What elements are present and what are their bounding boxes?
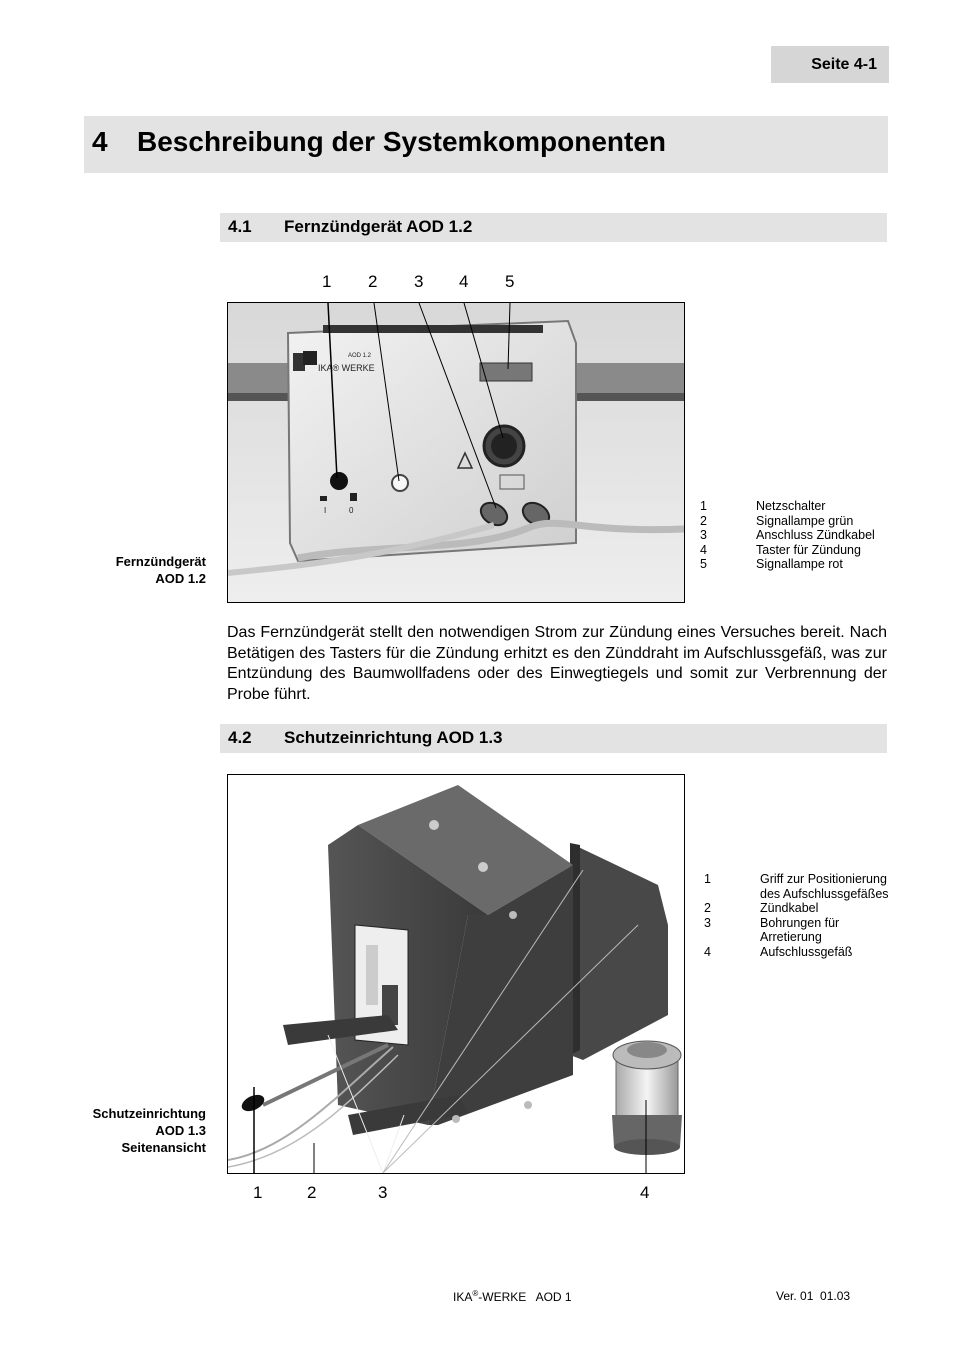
callout-number: 5 xyxy=(505,272,515,291)
legend-item: 1 Griff zur Positionierung xyxy=(704,872,887,886)
legend-item: 3 Anschluss Zündkabel xyxy=(700,528,875,543)
legend-item: 5 Signallampe rot xyxy=(700,557,843,572)
switch-on-label: I xyxy=(324,506,327,515)
section-heading-4-1 xyxy=(220,213,887,242)
legend-item: 4 Aufschlussgefäß xyxy=(704,944,853,959)
callout-number: 3 xyxy=(414,272,424,291)
caption-line: Seitenansicht xyxy=(121,1140,206,1155)
photo-protective-device xyxy=(227,774,685,1174)
section-title: Fernzündgerät AOD 1.2 xyxy=(284,217,473,236)
caption-line: Schutzeinrichtung xyxy=(92,1106,206,1121)
legend-item: des Aufschlussgefäßes xyxy=(760,886,889,901)
protective-device-illustration xyxy=(228,775,684,1173)
device-model-label: AOD 1.2 xyxy=(348,353,372,359)
photo-remote-igniter xyxy=(227,302,685,603)
callout-number: 4 xyxy=(459,272,469,291)
chapter-heading xyxy=(84,116,888,173)
callout-number: 4 xyxy=(640,1183,650,1202)
legend-item: 2 Signallampe grün xyxy=(700,513,854,528)
switch-off-label: 0 xyxy=(349,506,354,515)
legend-item: Arretierung xyxy=(760,930,822,945)
section-number: 4.2 xyxy=(228,728,252,747)
chapter-number: 4 xyxy=(92,126,108,157)
footer-version: Ver. 01 01.03 xyxy=(776,1289,851,1303)
figure-caption-protective-device xyxy=(6,1105,206,1156)
device-brand-label: IKA® WERKE xyxy=(318,363,375,373)
legend-item: 2 Zündkabel xyxy=(704,901,819,916)
caption-line: AOD 1.3 xyxy=(155,1123,206,1138)
green-signal-lamp xyxy=(392,475,408,491)
chapter-title: Beschreibung der Systemkomponenten xyxy=(137,126,667,157)
legend-item: 1 Netzschalter xyxy=(700,499,826,513)
description-paragraph: Das Fernzündgerät stellt den notwendigen Strom zur Zündung eines Versuches bereit. Nach Betätigen des Tasters für die Zündung erhitzt es den Zünddraht im Aufschlussgefäß, was zur Entzündung des Baumwollfadens oder des Einwegtiegels und somit zur Verbrennung der Probe führt. xyxy=(227,624,887,703)
callout-number: 1 xyxy=(322,272,332,291)
callout-number: 2 xyxy=(368,272,378,291)
figure-caption-igniter xyxy=(6,553,206,587)
callout-number: 1 xyxy=(253,1183,263,1202)
legend-protective-device xyxy=(704,872,924,960)
caption-line: AOD 1.2 xyxy=(155,571,206,586)
page-number-badge: Seite 4-1 xyxy=(771,46,889,83)
section-number: 4.1 xyxy=(228,217,252,236)
section-title: Schutzeinrichtung AOD 1.3 xyxy=(284,728,503,747)
remote-igniter-illustration xyxy=(228,303,684,602)
callout-number: 2 xyxy=(307,1183,317,1202)
footer-brand: IKA®-WERKE AOD 1 xyxy=(453,1289,572,1304)
legend-item: 4 Taster für Zündung xyxy=(700,542,861,557)
power-switch xyxy=(330,472,348,490)
section-heading-4-2 xyxy=(220,724,887,753)
legend-igniter xyxy=(700,499,900,572)
legend-item: 3 Bohrungen für xyxy=(704,915,840,930)
caption-line: Fernzündgerät xyxy=(115,554,206,569)
callout-number: 3 xyxy=(378,1183,388,1202)
